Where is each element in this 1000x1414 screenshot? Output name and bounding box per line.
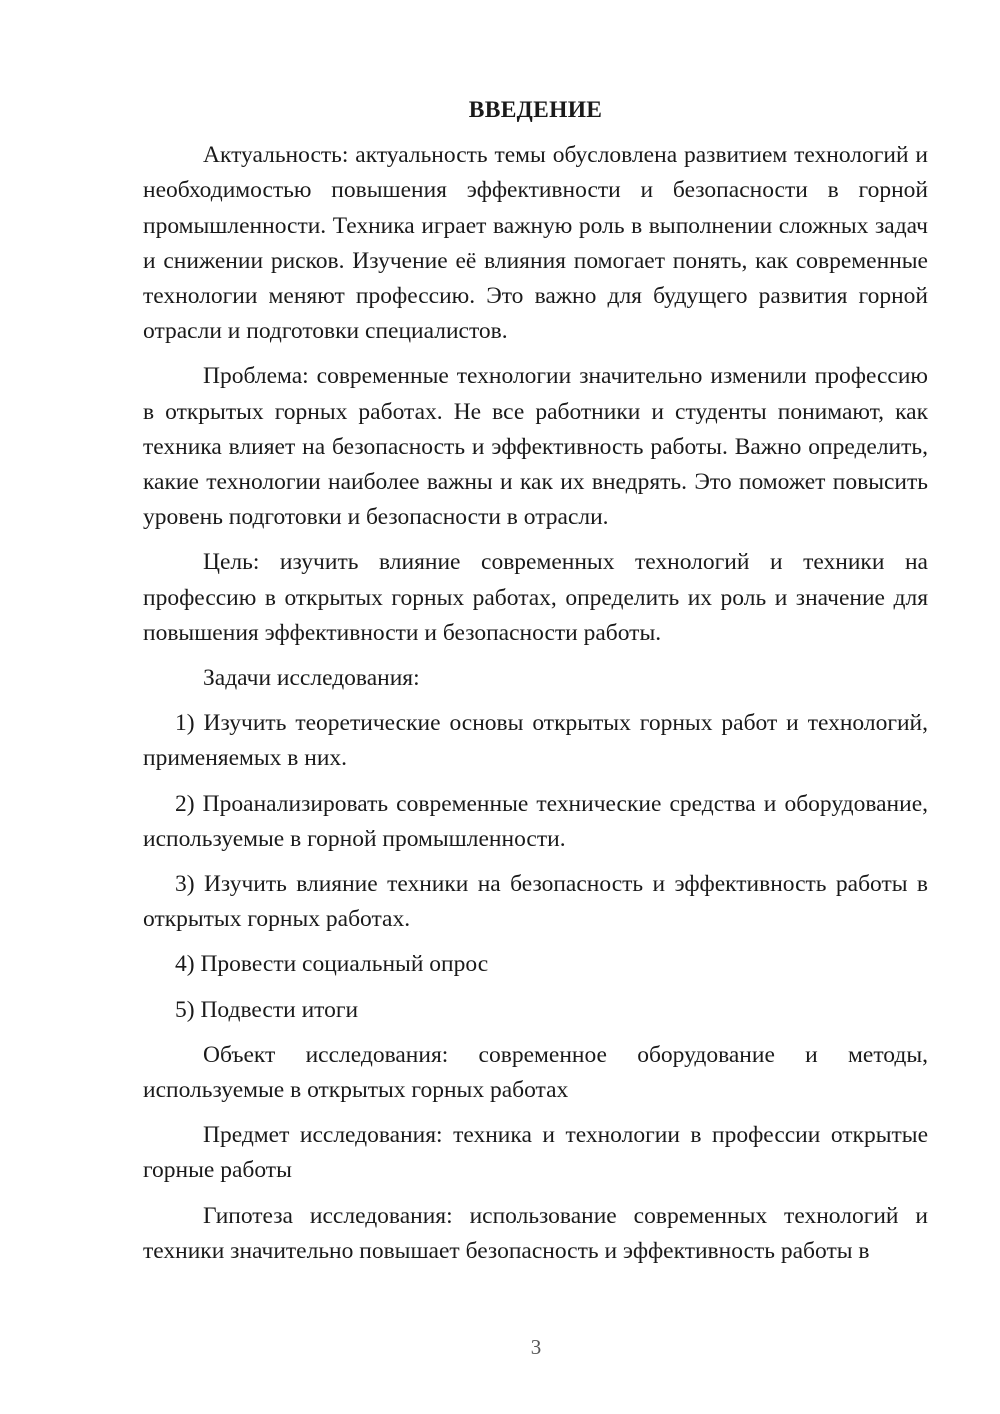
task-item-4: 4) Провести социальный опрос <box>175 951 489 978</box>
tasks-title: Задачи исследования: <box>203 665 420 692</box>
goal-paragraph: Цель: изучить влияние современных технологий и техники на профессию в открытых горных работах, определить их роль и значение для повышения эффективности и безопасности работы. <box>143 549 928 646</box>
relevance-paragraph: Актуальность: актуальность темы обусловлена развитием технологий и необходимостью повышения эффективности и безопасности в горной промышленности. Техника играет важную роль в выполнении сложных задач и снижении рисков. Изучение её влияния помогает понять, как современные технологии меняют профессию. Это важно для будущего развития горной отрасли и подготовки специалистов. <box>143 142 928 345</box>
problem-paragraph: Проблема: современные технологии значительно изменили профессию в открытых горных работах. Не все работники и студенты понимают, как техника влияет на безопасность и эффективность работы. Важно определить, какие технологии наиболее важны и как их внедрять. Это поможет повысить уровень подготовки и безопасности в отрасли. <box>143 363 928 531</box>
object-paragraph: Объект исследования: современное оборудование и методы, используемые в открытых горных работах <box>143 1041 928 1104</box>
task-item-3: 3) Изучить влияние техники на безопасность и эффективность работы в открытых горных работах. <box>143 871 928 933</box>
hypothesis-paragraph: Гипотеза исследования: использование современных технологий и техники значительно повышает безопасность и эффективность работы в <box>143 1202 928 1264</box>
page-content <box>143 93 928 1279</box>
task-item-5: 5) Подвести итоги <box>175 996 359 1023</box>
section-heading: ВВЕДЕНИЕ <box>468 97 603 123</box>
task-item-1: 1) Изучить теоретические основы открытых горных работ и технологий, применяемых в них. <box>143 710 928 772</box>
subject-paragraph: Предмет исследования: техника и технологии в профессии открытые горные работы <box>143 1122 928 1184</box>
task-item-2: 2) Проанализировать современные технические средства и оборудование, используемые в горной промышленности. <box>143 790 928 852</box>
page-number: 3 <box>530 1335 542 1359</box>
